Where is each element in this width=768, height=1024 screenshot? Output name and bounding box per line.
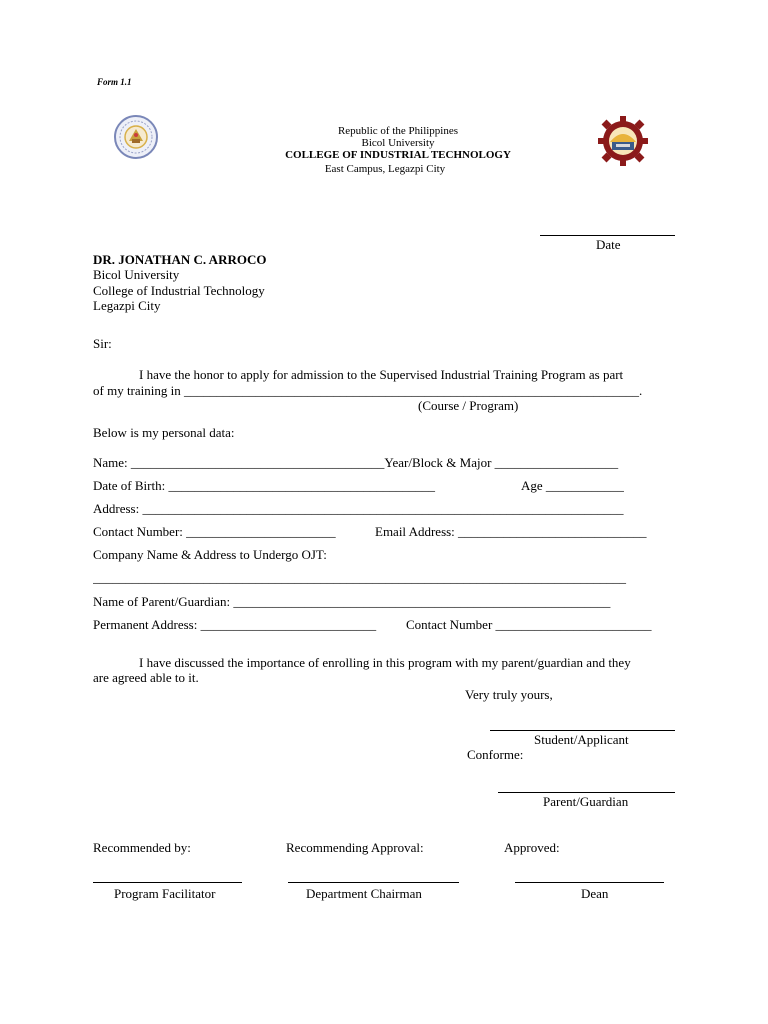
valediction: Very truly yours, [465,687,553,702]
name-field[interactable]: Name: _______________________________________Year/Block & Major ___________________ [93,455,619,470]
form-number: Form 1.1 [97,77,132,87]
addressee-line2: College of Industrial Technology [93,283,265,298]
closing-line2: are agreed able to it. [93,670,199,685]
contact-number-field[interactable]: Contact Number: _______________________ [93,524,336,539]
student-signature-line[interactable] [490,730,675,731]
date-line [540,235,675,236]
course-hint: (Course / Program) [418,398,519,413]
address-field[interactable]: Address: __________________________________________________________________________ [93,501,624,516]
para1-line2: of my training in ______________________________________________________________________. [93,383,643,398]
closing-line1: I have discussed the importance of enrolling in this program with my parent/guardian and they [139,655,631,670]
department-chairman-label: Department Chairman [306,886,422,901]
personal-data-intro: Below is my personal data: [93,425,235,440]
header-college: COLLEGE OF INDUSTRIAL TECHNOLOGY [285,149,511,161]
recommended-by-label: Recommended by: [93,840,191,855]
date-label: Date [596,237,621,252]
email-field[interactable]: Email Address: _____________________________ [375,524,647,539]
company-label: Company Name & Address to Undergo OJT: [93,547,327,562]
university-seal-logo [113,114,159,160]
student-applicant-label: Student/Applicant [534,732,629,747]
header-republic: Republic of the Philippines [337,125,459,137]
permanent-address-field[interactable]: Permanent Address: ___________________________ [93,617,377,632]
addressee-line1: Bicol University [93,267,180,282]
university-seal-icon [113,114,159,160]
parent-signature-line[interactable] [498,792,675,793]
addressee-name: DR. JONATHAN C. ARROCO [93,252,267,267]
addressee-line3: Legazpi City [93,298,161,313]
age-field[interactable]: Age ____________ [521,478,624,493]
header-campus: East Campus, Legazpi City [324,163,446,175]
recommending-approval-label: Recommending Approval: [286,840,424,855]
salutation: Sir: [93,336,112,351]
program-facilitator-label: Program Facilitator [114,886,216,901]
facilitator-signature-line[interactable] [93,882,242,883]
para1-line1: I have the honor to apply for admission to the Supervised Industrial Training Program as part [139,367,624,382]
dean-label: Dean [581,886,609,901]
conforme-label: Conforme: [467,747,524,762]
company-field[interactable]: __________________________________________________________________________________ [93,570,626,585]
college-gear-seal-logo [598,116,648,166]
parent-guardian-label: Parent/Guardian [543,794,629,809]
header-university: Bicol University [361,137,435,149]
parent-guardian-field[interactable]: Name of Parent/Guardian: __________________________________________________________ [93,594,611,609]
approved-label: Approved: [504,840,560,855]
dob-field[interactable]: Date of Birth: _________________________________________ [93,478,435,493]
gear-seal-icon [598,116,648,166]
chairman-signature-line[interactable] [288,882,459,883]
permanent-contact-field[interactable]: Contact Number ________________________ [406,617,652,632]
dean-signature-line[interactable] [515,882,664,883]
